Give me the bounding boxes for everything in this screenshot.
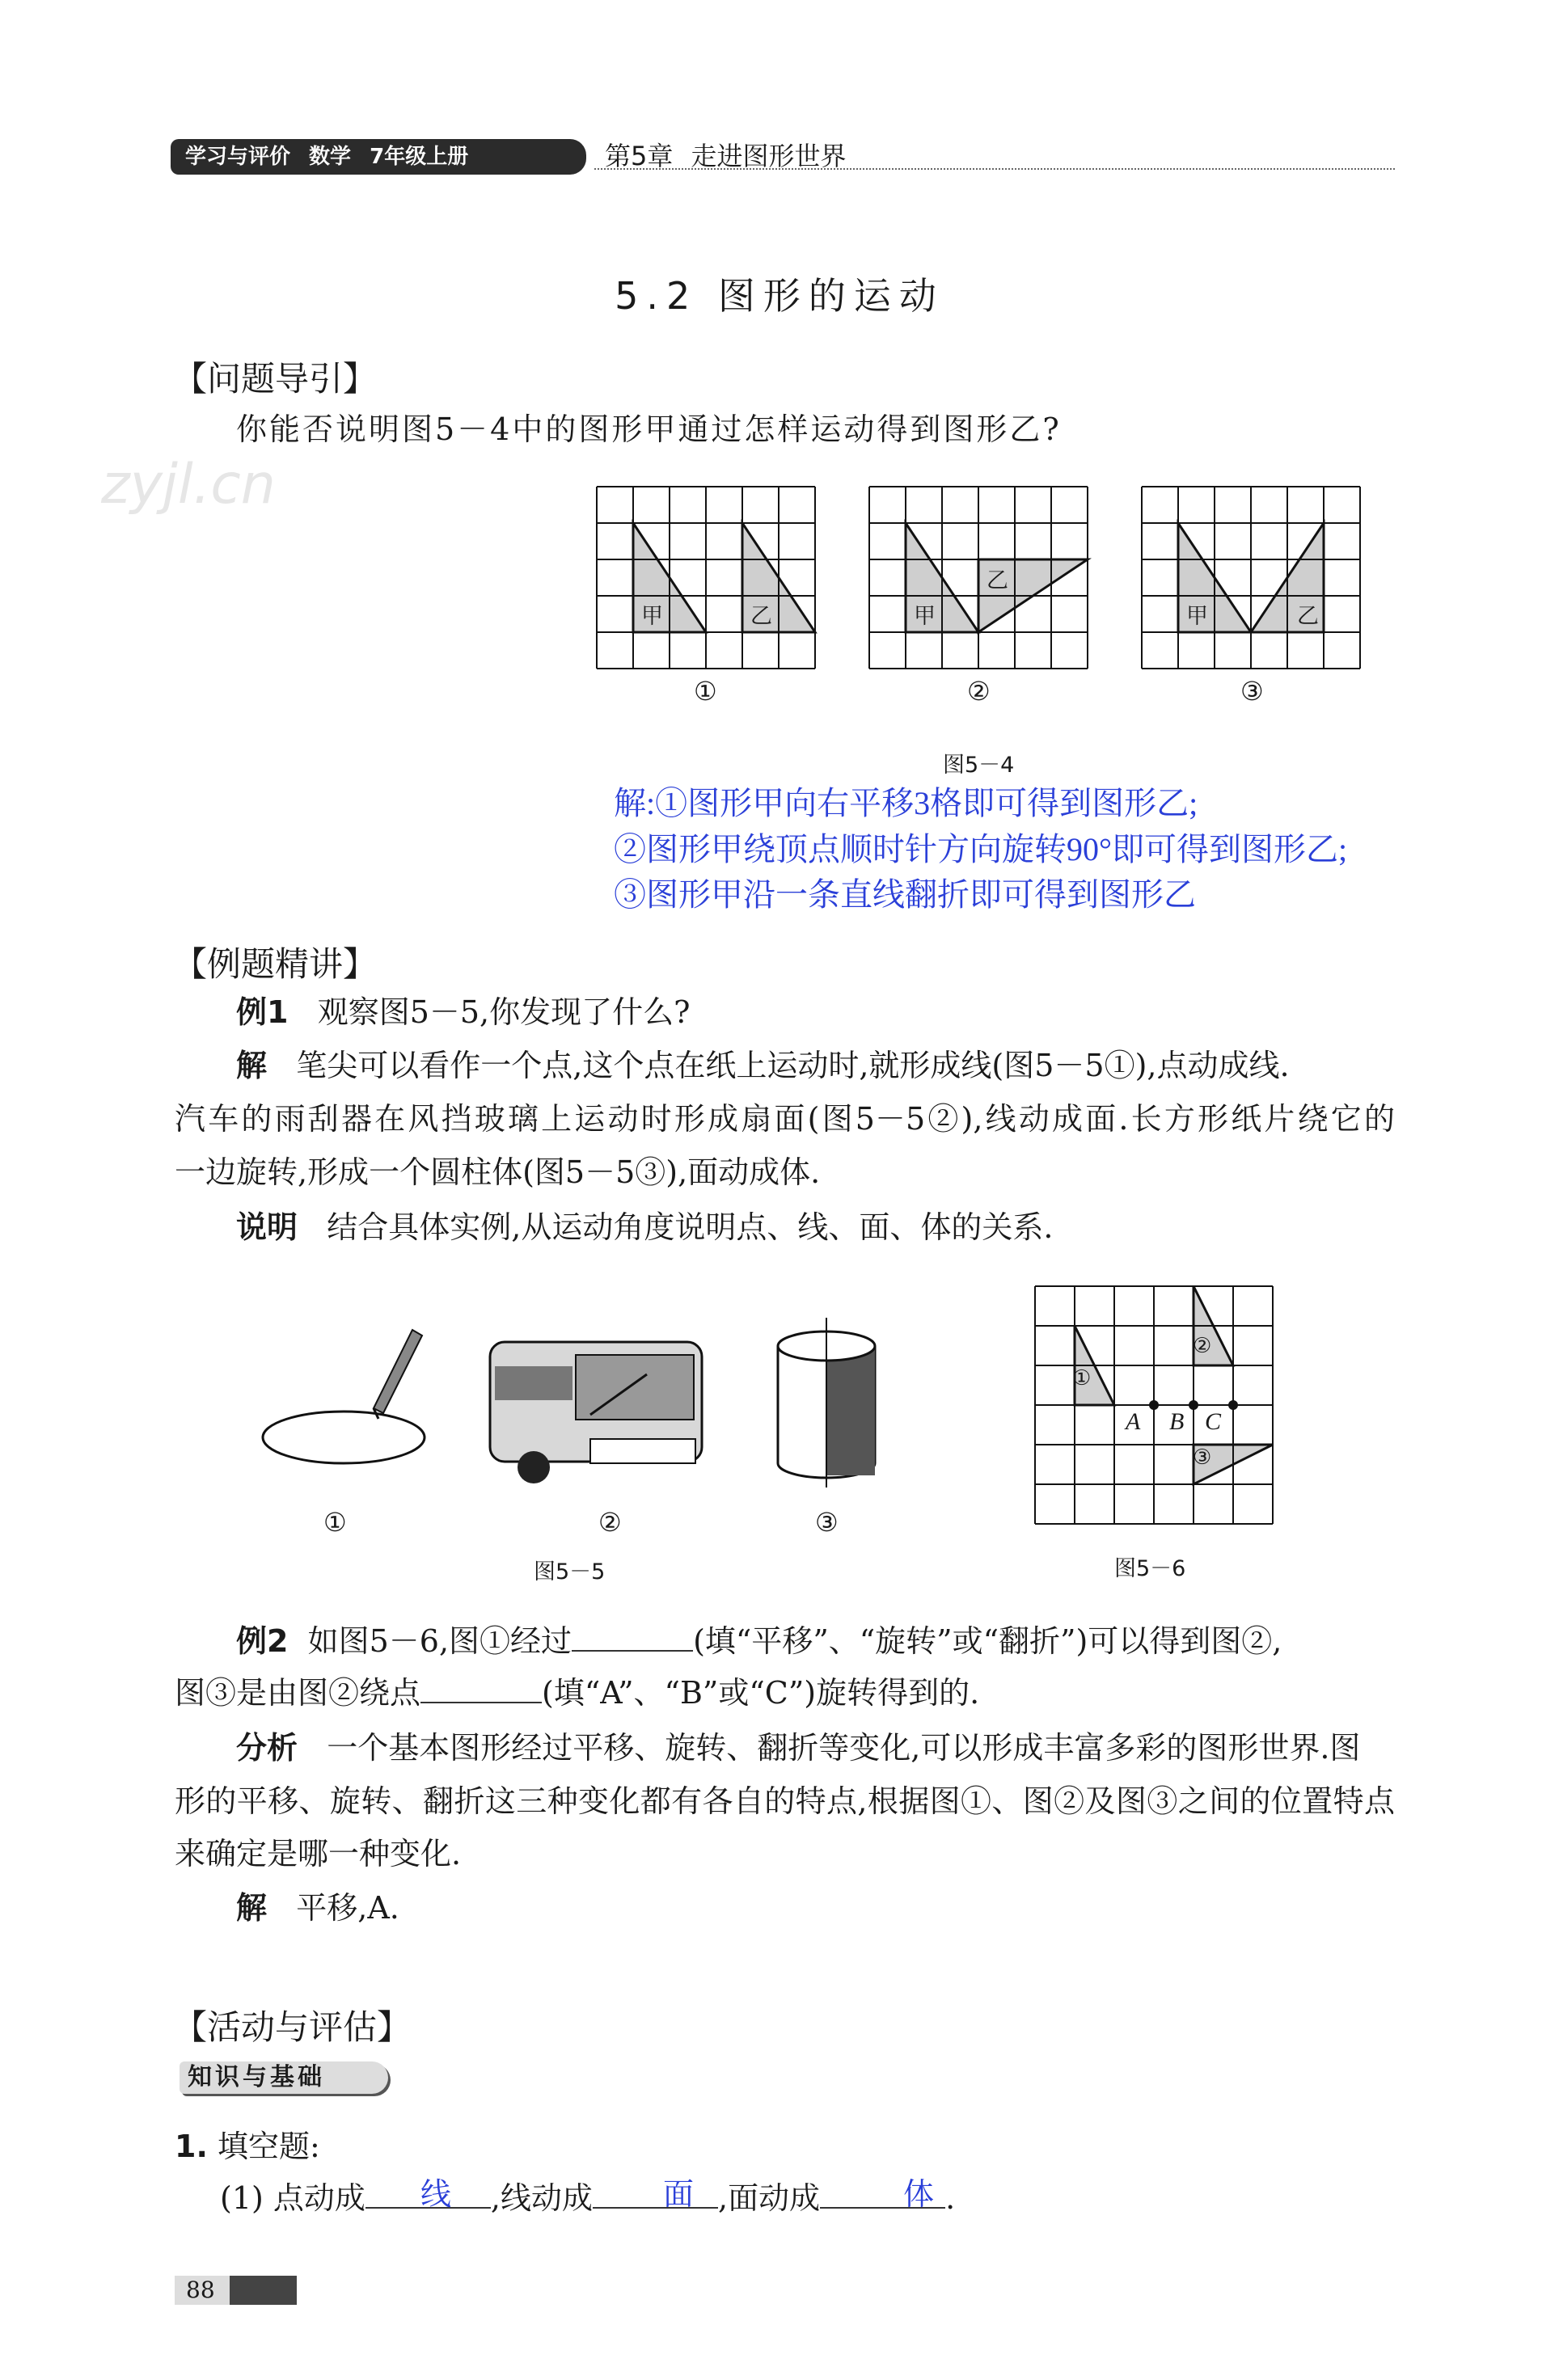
shape-a-label: 甲	[914, 604, 936, 629]
q-text: ,面动成	[718, 2180, 821, 2216]
q-text: ,线动成	[490, 2180, 594, 2216]
ex2-text: (填“A”、“B”或“C”)旋转得到的.	[542, 1675, 980, 1711]
handwritten-answer-1: 线	[420, 2176, 452, 2212]
ex2-text: 如图5－6,图①经过	[307, 1623, 572, 1659]
fill-blank-2[interactable]	[593, 2180, 718, 2209]
solution-text: 平移,A.	[296, 1890, 399, 1926]
bus-bumper	[590, 1439, 695, 1463]
point-B-label: B	[1169, 1408, 1185, 1435]
example2-analysis-line-1	[236, 1728, 1395, 1768]
q-text: .	[945, 2180, 956, 2216]
point-A-label: A	[1126, 1408, 1141, 1435]
shape-b-label: 乙	[1297, 604, 1319, 629]
note-label: 说明	[236, 1209, 298, 1245]
point-dot	[1228, 1400, 1238, 1410]
ex2-text: 图③是由图②绕点	[175, 1675, 421, 1711]
heading-examples: 【例题精讲】	[173, 944, 378, 984]
fig56-shape-2: ②	[1193, 1334, 1212, 1358]
question-1	[175, 2126, 320, 2167]
rotating-rectangle	[826, 1346, 875, 1475]
shape-a-label: 甲	[1186, 604, 1208, 629]
point-dot	[1149, 1400, 1159, 1410]
handwritten-answer-2: 面	[663, 2176, 695, 2212]
example1-solution-label: 解	[236, 1048, 268, 1083]
example2-label: 例2	[236, 1623, 289, 1659]
pencil-icon	[374, 1330, 422, 1413]
example2-line-1	[236, 1621, 1282, 1661]
example1-note	[236, 1207, 1053, 1247]
fig55-label-2: ②	[598, 1507, 622, 1538]
answer-blank-1[interactable]	[572, 1623, 693, 1652]
knowledge-badge: 知识与基础	[180, 2061, 388, 2094]
example1-solution-line-3: 一边旋转,形成一个圆柱体(图5－5③),面动成体.	[175, 1154, 821, 1190]
page-number: 88	[175, 2276, 297, 2305]
answer-blank-2[interactable]	[420, 1674, 542, 1703]
example2-analysis-line-3: 来确定是哪一种变化.	[175, 1836, 462, 1872]
handwritten-answer-3: 体	[903, 2176, 935, 2212]
fig56-caption: 图5－6	[1114, 1556, 1186, 1581]
book-header-badge: 学习与评价 数学 7年级上册	[171, 139, 586, 175]
answer-line-2: ②图形甲绕顶点顺时针方向旋转90°即可得到图形乙;	[614, 831, 1348, 867]
answer-line-1: 解:①图形甲向右平移3格即可得到图形乙;	[614, 785, 1198, 821]
fig54-caption: 图5－4	[943, 753, 1015, 778]
fig56-shape-1: ①	[1072, 1366, 1092, 1390]
analysis-label: 分析	[236, 1730, 298, 1766]
note-text: 结合具体实例,从运动角度说明点、线、面、体的关系.	[327, 1209, 1054, 1245]
heading-activity: 【活动与评估】	[173, 2007, 412, 2047]
ex2-text: (填“平移”、“旋转”或“翻折”)可以得到图②,	[693, 1623, 1282, 1659]
q1-number: 1.	[175, 2129, 208, 2164]
shape-a-label: 甲	[641, 604, 663, 629]
fig55-caption: 图5－5	[534, 1559, 606, 1585]
shape-b-label: 乙	[750, 604, 772, 629]
fig55-label-1: ①	[323, 1507, 347, 1538]
example1-solution-line-1	[236, 1045, 1395, 1086]
fig55-label-3: ③	[815, 1507, 839, 1538]
heading-problem-guide: 【问题导引】	[173, 359, 378, 399]
q-text: (1) 点动成	[220, 2180, 365, 2216]
example1-solution-line-2: 汽车的雨刮器在风挡玻璃上运动时形成扇面(图5－5②),线动成面.长方形纸片绕它的	[175, 1101, 1395, 1137]
example1-text: 观察图5－5,你发现了什么?	[317, 994, 691, 1030]
fig54-label-3: ③	[1240, 676, 1264, 707]
guide-question: 你能否说明图5－4中的图形甲通过怎样运动得到图形乙?	[236, 411, 1062, 447]
example2-line-2	[175, 1673, 979, 1713]
q1-title: 填空题:	[217, 2129, 320, 2164]
example2-analysis-line-2: 形的平移、旋转、翻折这三种变化都有各自的特点,根据图①、图②及图③之间的位置特点	[175, 1783, 1395, 1819]
solution-text: 笔尖可以看作一个点,这个点在纸上运动时,就形成线(图5－5①),点动成线.	[296, 1048, 1290, 1083]
point-C-label: C	[1205, 1408, 1222, 1435]
chapter-title: 第5章 走进图形世界	[605, 141, 847, 171]
traced-line-ellipse	[263, 1412, 425, 1463]
example1-question	[236, 992, 691, 1032]
watermark: zyjl.cn	[101, 453, 276, 517]
solution-label: 解	[236, 1890, 268, 1926]
shape-b-label: 乙	[987, 568, 1008, 593]
bus-windshield	[576, 1355, 694, 1420]
bus-side-windows	[495, 1366, 572, 1400]
example1-label: 例1	[236, 994, 289, 1030]
section-title: 5.2 图形的运动	[615, 274, 944, 318]
fig54-label-2: ②	[967, 676, 991, 707]
fig56-shape-3: ③	[1193, 1445, 1212, 1470]
bus-wheel	[518, 1451, 550, 1483]
fig54-label-1: ①	[694, 676, 717, 707]
analysis-text: 一个基本图形经过平移、旋转、翻折等变化,可以形成丰富多彩的图形世界.图	[327, 1730, 1361, 1766]
example2-solution	[236, 1888, 399, 1928]
answer-line-3: ③图形甲沿一条直线翻折即可得到图形乙	[614, 876, 1196, 913]
point-dot	[1189, 1400, 1198, 1410]
question-1-1	[220, 2178, 955, 2218]
